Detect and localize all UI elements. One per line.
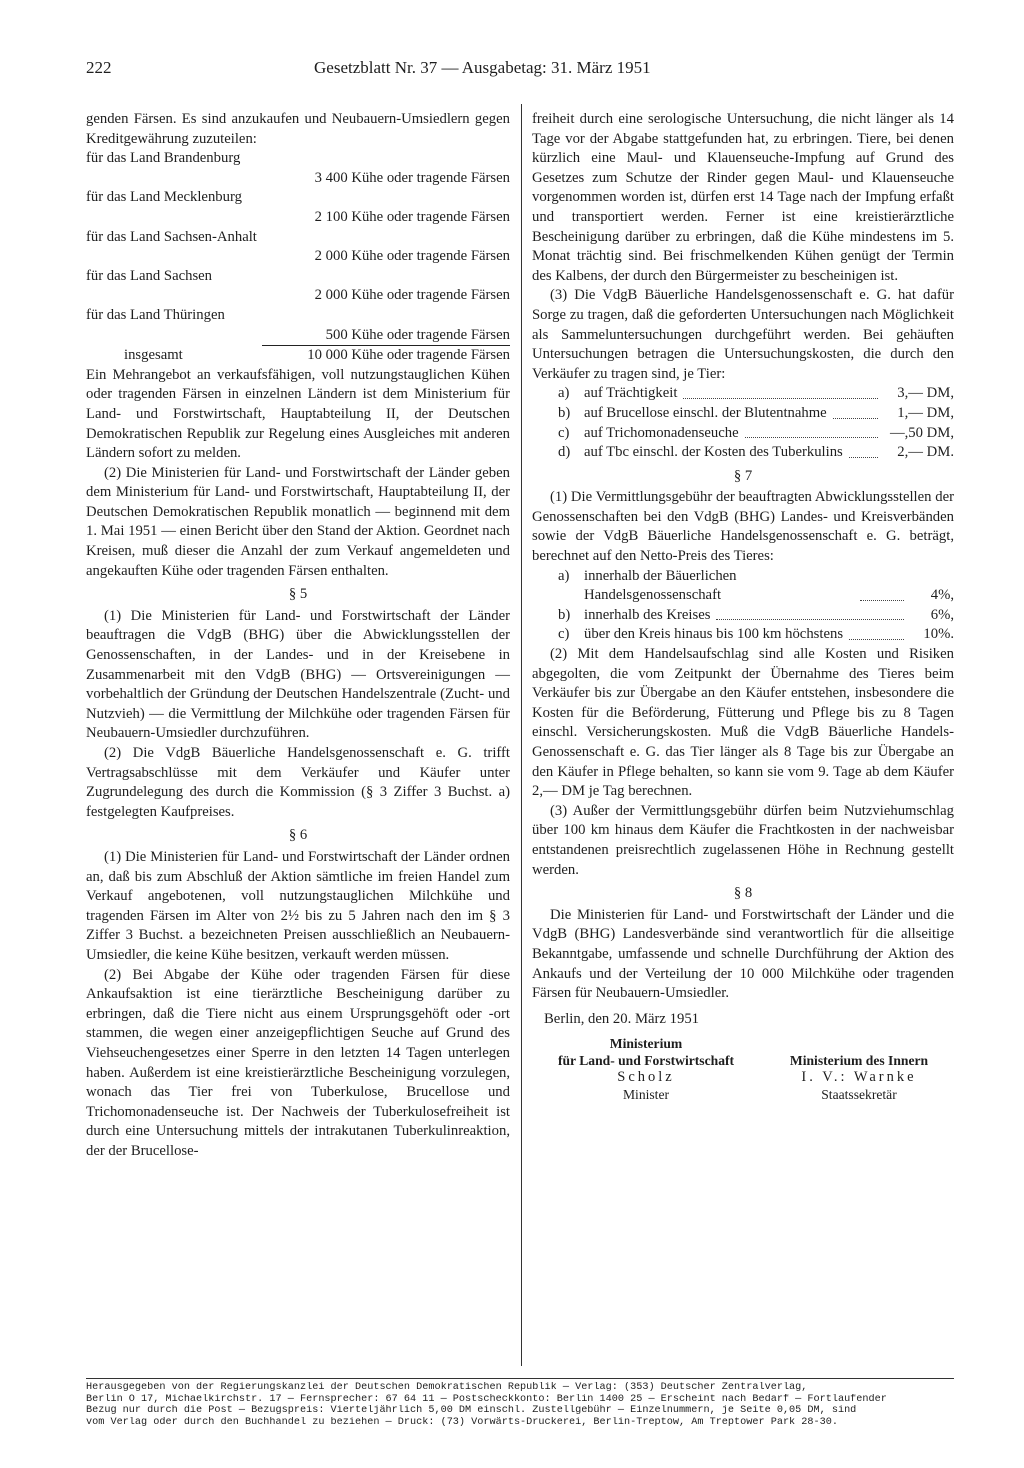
intro-paragraph: genden Färsen. Es sind anzukaufen und Neubauern-Umsiedlern gegen Kreditgewährung zuzuteilen: <box>86 111 510 147</box>
column-divider <box>521 104 522 1366</box>
land-quantity: 2 000 Kühe oder tragende Färsen <box>314 248 510 265</box>
gazette-title: Gesetzblatt Nr. 37 — Ausgabetag: 31. März 1951 <box>314 58 651 77</box>
paragraph-5-2: (2) Die VdgB Bäuerliche Handelsgenossenschaft e. G. trifft Vertragsabschlüsse mit dem Verkäufer und Käufer unter Zugrundelegung des durch die Kommission (§ 3 Ziffer 3 Buchst. a) festgelegten Kaufpreises. <box>86 745 510 820</box>
land-quantity: 500 Kühe oder tragende Färsen <box>262 326 510 347</box>
paragraph-5-1: (1) Die Ministerien für Land- und Forstwirtschaft der Länder beauftragen die VdgB (BHG) über die Abwicklungsstellen der Genossenschaften, in der Landes- und in der Kreisebene in Zusammenarbeit mit den VdgB (BHG) — Ortsvereinigungen — vorbehaltlich der Gründung der Deutschen Handelszentrale (Zucht- und Nutzvieh) — die Vermittlung der Milchkühe oder tragenden Färsen für Neubauern-Umsiedler durchzuführen. <box>86 607 510 742</box>
footer-line: Berlin O 17, Michaelkirchstr. 17 — Fernsprecher: 67 64 11 — Postscheckkonto: Berlin 1400 25 — Erscheint nach Bedarf — Fortlaufender <box>86 1393 887 1405</box>
page-header <box>86 58 956 86</box>
paragraph-7-3: (3) Außer der Vermittlungsgebühr dürfen beim Nutzviehumschlag über 100 km hinaus dem Käufer die Frachtkosten in der nachweisbar entstandenen preisrechtlich zugelassenen Höhe in Rechnung gestellt werden. <box>532 802 954 878</box>
total-label: insgesamt <box>124 347 183 364</box>
land-name: für das Land Brandenburg <box>86 150 241 167</box>
land-allocation-list <box>86 149 510 366</box>
list-item: a) innerhalb der Bäuerlichen Handelsgenossenschaft 4%, <box>558 567 954 604</box>
land-name: für das Land Sachsen <box>86 267 213 284</box>
page-number: 222 <box>86 58 112 77</box>
land-quantity: 3 400 Kühe oder tragende Färsen <box>314 169 510 186</box>
paragraph-7-2: (2) Mit dem Handelsaufschlag sind alle Kosten und Risiken abgegolten, die vom Zeitpunkt der Übernahme des Tieres beim Verkäufer bis zur Übergabe an den Käufer entstehen, insbesondere die Kosten für die Beförderung, Fütterung und Pflege bis zu 8 Tagen einschl. Versicherungskosten. Muß die VdgB Bäuerliche Handels-Genossenschaft e. G. das Tier länger als 8 Tage bis zur Übergabe an den Käufer in Pflege behalten, so kann sie vom 9. Tage ab dem Käufer 2,— DM je Tag berechnen. <box>532 646 954 800</box>
left-column <box>86 110 510 1161</box>
list-item: d) auf Tbc einschl. der Kosten des Tuberkulins 2,— DM. <box>558 444 954 461</box>
paragraph-6-2-continued: freiheit durch eine serologische Untersuchung, die nicht länger als 14 Tage vor der Abgabe stattgefunden hat, zu erbringen. Tiere, bei denen kürzlich eine Maul- und Klauenseuche-Impfung auf Grund des Gesetzes zum Schutze der Rinder gegen Maul- und Klauenseuche vorgenommen worden ist, dürfen erst 14 Tage nach der Impfung erfaßt und transportiert werden. Ferner ist eine kreistierärztliche Bescheinigung darüber zu erbringen, daß die Kühe mindestens im 5. Monat trächtig sind. Bei frischmelkenden Kühen genügt der Termin des Kalbens, der durch den Bürgermeister zu bescheinigen ist. <box>532 111 954 284</box>
section-heading-6: § 6 <box>288 827 308 844</box>
signature-agriculture: Ministerium für Land- und Forstwirtschaft Scholz Minister <box>557 1036 735 1103</box>
paragraph-7-1: (1) Die Vermittlungsgebühr der beauftragten Abwicklungsstellen der Genossenschaften bei den VdgB (BHG) Landes- und Kreisverbänden sowie der VdgB Bäuerliche Handelsgenossenschaft e. G. beträgt, berechnet auf den Netto-Preis des Tieres: <box>532 489 954 565</box>
footer-line: Bezug nur durch die Post — Bezugspreis: Vierteljährlich 5,00 DM einschl. Zustellgebühr — Einzelnummern, je Seite 0,05 DM, sind <box>86 1405 857 1416</box>
paragraph-6-1: (1) Die Ministerien für Land- und Forstwirtschaft der Länder ordnen an, daß bis zum Abschluß der Aktion sämtliche im freien Handel zum Verkauf angebotenen, voll nutzungstauglichen Milchkühe und tragenden Färsen im Alter von 2½ bis zu 5 Jahren nach den im § 3 Ziffer 3 Buchst. a bezeichneten Preisen ausschließlich an Neubauern-Umsiedler, die keine Kühe besitzen, verkauft werden müssen. <box>86 848 510 963</box>
list-item: a) auf Trächtigkeit 3,— DM, <box>558 385 954 402</box>
land-quantity: 2 000 Kühe oder tragende Färsen <box>314 287 510 304</box>
list-item: c) über den Kreis hinaus bis 100 km höchstens 10%. <box>558 626 954 643</box>
list-item: b) auf Brucellose einschl. der Blutentnahme 1,— DM, <box>558 404 954 421</box>
footer-line: Herausgegeben von der Regierungskanzlei der Deutschen Demokratischen Republik — Verlag: (353) Deutscher Zentralverlag, <box>86 1382 808 1393</box>
land-name: für das Land Thüringen <box>86 306 225 323</box>
land-quantity: 2 100 Kühe oder tragende Färsen <box>314 208 510 225</box>
land-name: für das Land Sachsen-Anhalt <box>86 228 257 245</box>
list-item: b) innerhalb des Kreises 6%, <box>558 606 954 623</box>
fee-list <box>532 567 954 645</box>
paragraph-mehrangebot: Ein Mehrangebot an verkaufsfähigen, voll nutzungstauglichen Kühen oder tragenden Färsen in einzelnen Ländern ist dem Ministerium für Land- und Forstwirtschaft, Hauptabteilung II, der Deutschen Demokratischen Republik zur Regelung eines Ausgleiches mit anderen Ländern sofort zu melden. <box>86 366 510 462</box>
total-row <box>86 346 510 366</box>
cost-list <box>532 384 954 462</box>
signature-interior: Ministerium des Innern I. V.: Warnke Staatssekretär <box>789 1053 929 1103</box>
place-date: Berlin, den 20. März 1951 <box>544 1010 700 1027</box>
paragraph-4-2: (2) Die Ministerien für Land- und Forstwirtschaft der Länder geben dem Ministerium für Land- und Forstwirtschaft, Hauptabteilung II, der Deutschen Demokratischen Republik monatlich — beginnend mit dem 1. Mai 1951 — einen Bericht über den Stand der Aktion. Geordnet nach Kreisen, muß dieser die Anzahl der zum Verkauf angemeldeten und angekauften Kühe oder tragenden Färsen enthalten. <box>86 464 510 579</box>
signature-block <box>532 1010 954 1104</box>
paragraph-6-2: (2) Bei Abgabe der Kühe oder tragenden Färsen für diese Ankaufsaktion ist eine tierärztliche Bescheinigung darüber zu erbringen, daß die Tiere nicht aus einem Ursprungsgehöft oder -ort stammen, die wegen einer anzeigepflichtigen Seuche auf Grund des Viehseuchengesetzes einer Sperre in den letzten 14 Tagen unterlegen haben. Außerdem ist eine kreistierärztliche Bescheinigung vorzulegen, wonach das Tier frei von Tuberkulose, Brucellose und Trichomonadenseuche ist. Der Nachweis der Tuberkulosefreiheit ist durch eine Untersuchung mittels der intrakutanen Tuberkulinreaktion, der der Brucellose- <box>86 966 510 1159</box>
right-column <box>532 110 954 1103</box>
total-quantity: 10 000 Kühe oder tragende Färsen <box>307 347 510 364</box>
footer-line: vom Verlag oder durch den Buchhandel zu beziehen — Druck: (73) Vorwärts-Druckerei, Berlin-Treptow, Am Treptower Park 28-30. <box>86 1416 838 1428</box>
paragraph-6-3: (3) Die VdgB Bäuerliche Handelsgenossenschaft e. G. hat dafür Sorge zu tragen, daß die geforderten Untersuchungen nach Möglichkeit als Sammeluntersuchungen durchgeführt werden. Bei gehäuften Untersuchungen betragen die Untersuchungskosten, die durch den Verkäufer zu tragen sind, je Tier: <box>532 287 954 382</box>
publisher-footer <box>86 1382 954 1428</box>
footer-rule <box>86 1378 954 1379</box>
paragraph-8: Die Ministerien für Land- und Forstwirtschaft der Länder und die VdgB (BHG) Landesverbände sind verantwortlich für die allseitige Bekanntgabe, umfassende und schnelle Durchführung der Aktion des Ankaufs und der Verteilung der 10 000 Milchkühe oder tragenden Färsen für Neubauern-Umsiedler. <box>532 906 954 1002</box>
section-heading-5: § 5 <box>288 586 308 603</box>
section-heading-7: § 7 <box>733 467 753 484</box>
section-heading-8: § 8 <box>733 885 753 902</box>
land-name: für das Land Mecklenburg <box>86 189 242 206</box>
list-item: c) auf Trichomonadenseuche —,50 DM, <box>558 424 954 441</box>
